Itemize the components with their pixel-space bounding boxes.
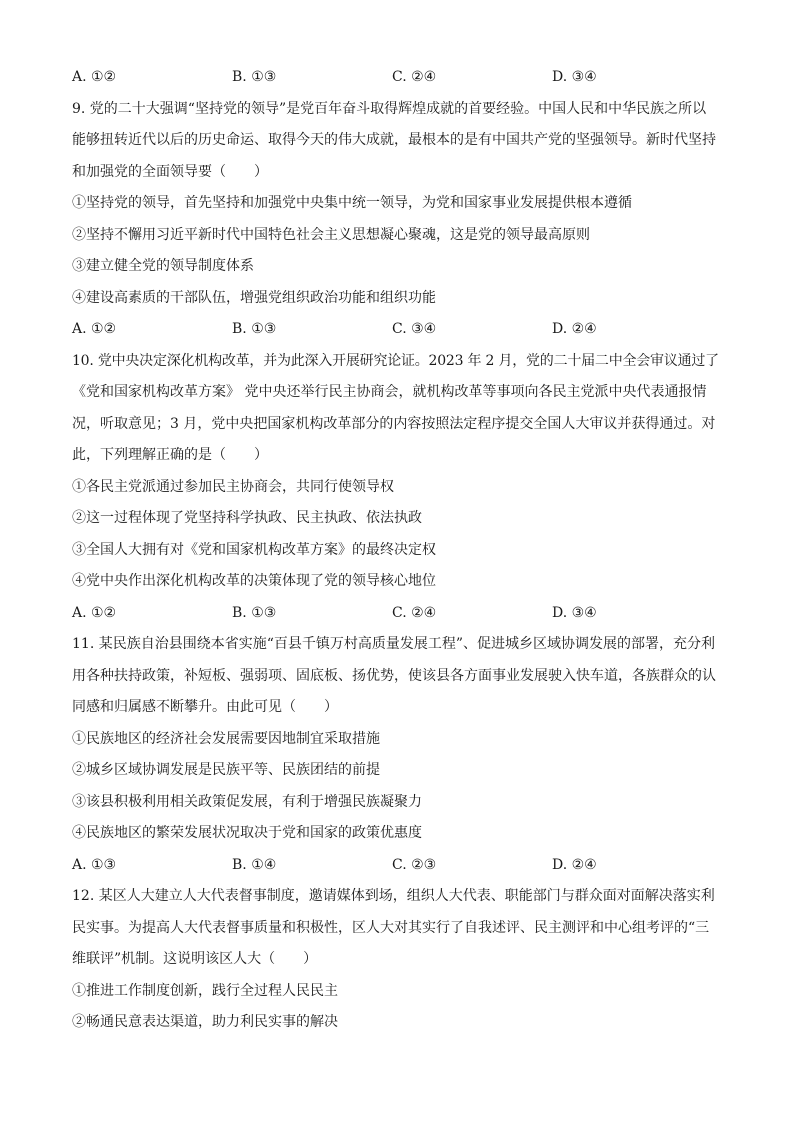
answer-options-q8 (72, 62, 722, 94)
statement-4: ④建设高素质的干部队伍，增强党组织政治功能和组织功能 (72, 289, 436, 306)
question-12 (72, 881, 722, 1039)
exam-page (72, 62, 722, 1039)
option-d[interactable]: D. ②④ (552, 321, 597, 337)
option-a[interactable]: A. ①② (72, 604, 117, 621)
option-b[interactable]: B. ①③ (232, 69, 277, 85)
question-stem-line: 民实事。为提高人大代表督事质量和积极性，区人大对其实行了自我述评、民主测评和中心组考评的“三 (72, 919, 710, 936)
statement-3: ③该县积极利用相关政策促发展，有利于增强民族凝聚力 (72, 793, 422, 810)
question-stem-line: 况，听取意见；3 月，党中央把国家机构改革部分的内容按照法定程序提交全国人大审议并获得通过。对 (72, 415, 716, 432)
question-11 (72, 629, 722, 881)
option-a[interactable]: A. ①② (72, 69, 117, 85)
option-a[interactable]: A. ①③ (72, 856, 117, 873)
statement-2: ②坚持不懈用习近平新时代中国特色社会主义思想凝心聚魂，这是党的领导最高原则 (72, 226, 590, 243)
question-stem-line: 12. 某区人大建立人大代表督事制度，邀请媒体到场，组织人大代表、职能部门与群众面对面解决落实利 (72, 888, 715, 904)
statement-3: ③建立健全党的领导制度体系 (72, 258, 254, 274)
option-b[interactable]: B. ①③ (232, 604, 277, 621)
statement-2: ②畅通民意表达渠道，助力利民实事的解决 (72, 1014, 338, 1030)
option-c[interactable]: C. ③④ (392, 321, 437, 337)
statement-4: ④民族地区的繁荣发展状况取决于党和国家的政策优惠度 (72, 825, 422, 841)
option-c[interactable]: C. ②④ (392, 604, 437, 621)
question-stem-line: 10. 党中央决定深化机构改革，并为此深入开展研究论证。2023 年 2 月，党的二十届二中全会审议通过了 (72, 352, 719, 369)
statement-1: ①推进工作制度创新，践行全过程人民民主 (72, 982, 338, 999)
statement-2: ②这一过程体现了党坚持科学执政、民主执政、依法执政 (72, 510, 422, 526)
answer-options (72, 850, 722, 882)
question-stem-line: 能够扭转近代以后的历史命运、取得今天的伟大成就，最根本的是有中国共产党的坚强领导。新时代坚持 (72, 132, 716, 148)
question-stem-line: 和加强党的全面领导要（ ） (72, 163, 268, 180)
option-a[interactable]: A. ①② (72, 321, 117, 337)
question-10 (72, 346, 722, 630)
statement-2: ②城乡区域协调发展是民族平等、民族团结的前提 (72, 762, 380, 778)
question-stem-line: 此，下列理解正确的是（ ） (72, 447, 268, 463)
answer-options (72, 598, 722, 630)
option-d[interactable]: D. ③④ (552, 69, 597, 85)
option-c[interactable]: C. ②④ (392, 69, 437, 85)
question-stem-line: 维联评”机制。这说明该区人大（ ） (72, 951, 318, 967)
statement-1: ①民族地区的经济社会发展需要因地制宜采取措施 (72, 730, 380, 747)
question-stem-line: 11. 某民族自治县围绕本省实施“百县千镇万村高质量发展工程”、促进城乡区域协调发展的部署，充分利 (72, 636, 716, 652)
statement-3: ③全国人大拥有对《党和国家机构改革方案》的最终决定权 (72, 541, 436, 558)
question-9 (72, 94, 722, 346)
statement-1: ①各民主党派通过参加民主协商会，共同行使领导权 (72, 478, 394, 495)
question-stem-line: 同感和归属感不断攀升。由此可见（ ） (72, 699, 338, 715)
statement-1: ①坚持党的领导，首先坚持和加强党中央集中统一领导，为党和国家事业发展提供根本遵循 (72, 195, 632, 211)
question-stem-line: 《党和国家机构改革方案》 党中央还举行民主协商会，就机构改革等事项向各民主党派中央代表通报情 (72, 384, 707, 400)
option-c[interactable]: C. ②③ (392, 856, 437, 873)
option-b[interactable]: B. ①③ (232, 321, 277, 337)
answer-options (72, 314, 722, 346)
question-stem-line: 9. 党的二十大强调“坚持党的领导”是党百年奋斗取得辉煌成就的首要经验。中国人民和中华民族之所以 (72, 100, 707, 117)
option-b[interactable]: B. ①④ (232, 856, 277, 873)
option-d[interactable]: D. ③④ (552, 604, 597, 621)
question-stem-line: 用各种扶持政策，补短板、强弱项、固底板、扬优势，使该县各方面事业发展驶入快车道，各族群众的认 (72, 667, 716, 684)
statement-4: ④党中央作出深化机构改革的决策体现了党的领导核心地位 (72, 573, 436, 589)
option-d[interactable]: D. ②④ (552, 856, 597, 873)
